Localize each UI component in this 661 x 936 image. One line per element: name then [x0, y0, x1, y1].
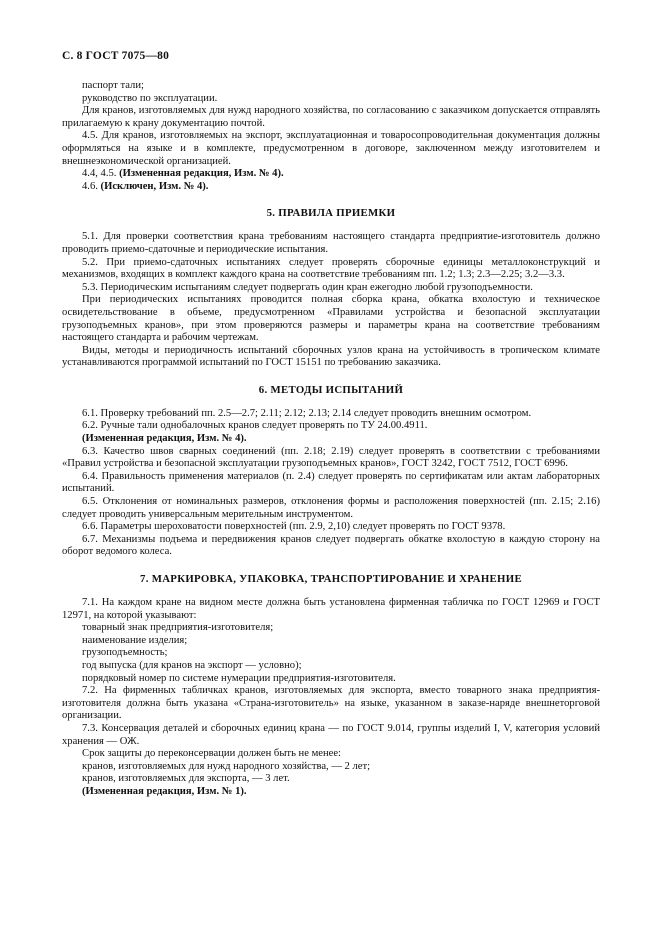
list-item: грузоподъемность; [82, 647, 168, 659]
clause-ref: 4.4, 4.5. [82, 168, 117, 180]
paragraph: Срок защиты до переконсервации должен быть не менее: [82, 748, 341, 760]
paragraph: 5.1. Для проверки соответствия крана требованиям настоящего стандарта предприятие-изготовитель должно проводить приемо-сдаточные и периодические испытания. [62, 231, 600, 255]
paragraph: 7.2. На фирменных табличках кранов, изготовляемых для экспорта, вместо товарного знака предприятия-изготовителя должна быть указана «Страна-изготовитель» на языке, указанном в заказе-наряде внешнеторговой организации. [62, 685, 600, 722]
section-5-title: 5. ПРАВИЛА ПРИЕМКИ [266, 207, 396, 220]
paragraph: 4.5. Для кранов, изготовляемых на экспорт, эксплуатационная и товаросопроводительная документация должны оформляться на языке и в комплекте, предусмотренном в договоре, заключенном между изготовителем и внешнеэкономической организацией. [62, 130, 600, 167]
list-item: порядковый номер по системе нумерации предприятия-изготовителя. [82, 672, 396, 684]
paragraph: 6.2. Ручные тали однобалочных кранов следует проверять по ТУ 24.00.4911. [82, 420, 428, 432]
paragraph: руководство по эксплуатации. [82, 92, 218, 104]
page-header: С. 8 ГОСТ 7075—80 [62, 50, 170, 62]
paragraph: 5.2. При приемо-сдаточных испытаниях следует проверять сборочные единицы металлоконструкций и механизмов, входящих в комплект каждого крана на соответствие требованиям пп. 1.2; 1.3; 2.3—2.25; 3.2—3.3. [62, 256, 600, 281]
paragraph: При периодических испытаниях проводится полная сборка крана, обкатка вхолостую и техническое освидетельствование в объеме, предусмотренном «Правилами устройства и безопасной эксплуатации грузоподъемных кранов», при этом проверяются размеры и параметры крана на соответствие требованиям настоящего стандарта и рабочим чертежам. [62, 294, 600, 344]
paragraph: 6.6. Параметры шероховатости поверхностей (пп. 2.9, 2,10) следует проверять по ГОСТ 9378. [82, 521, 506, 533]
paragraph: Для кранов, изготовляемых для нужд народного хозяйства, по согласованию с заказчиком допускается отправлять прилагаемую к крану документацию почтой. [62, 105, 600, 129]
paragraph: 6.7. Механизмы подъема и передвижения кранов следует подвергать обкатке вхолостую в каждую сторону на оборот ведомого колеса. [62, 533, 600, 558]
document-page [62, 50, 600, 799]
list-item: наименование изделия; [82, 634, 188, 646]
section-6-title: 6. МЕТОДЫ ИСПЫТАНИЙ [258, 383, 404, 396]
paragraph: 6.5. Отклонения от номинальных размеров, отклонения формы и расположения поверхностей (пп. 2.15; 2.16) следует проводить универсальным мерительным инструментом. [62, 496, 600, 520]
paragraph: 5.3. Периодическим испытаниям следует подвергать один кран ежегодно любой грузоподъемности. [82, 281, 533, 293]
amendment-text: (Исключен, Изм. № 4). [100, 180, 209, 192]
section-7-title: 7. МАРКИРОВКА, УПАКОВКА, ТРАНСПОРТИРОВАНИЕ И ХРАНЕНИЕ [140, 573, 522, 585]
paragraph: 6.1. Проверку требований пп. 2.5—2.7; 2.11; 2.12; 2.13; 2.14 следует проводить внешним осмотром. [82, 407, 532, 419]
amendment-note: (Измененная редакция, Изм. № 4). [82, 433, 247, 445]
paragraph: 7.3. Консервация деталей и сборочных единиц крана — по ГОСТ 9.014, группы изделий I, V, категория условий хранения — ОЖ. [62, 722, 600, 747]
paragraph: Виды, методы и периодичность испытаний сборочных узлов крана на устойчивость в тропическом климате устанавливаются программой испытаний по ГОСТ 15151 по требованию заказчика. [62, 344, 600, 369]
list-item: товарный знак предприятия-изготовителя; [82, 622, 274, 634]
list-item: год выпуска (для кранов на экспорт — условно); [82, 659, 302, 671]
paragraph: 6.4. Правильность применения материалов (п. 2.4) следует проверять по сертификатам или актам лабораторных испытаний. [62, 470, 600, 495]
paragraph: 6.3. Качество швов сварных соединений (пп. 2.18; 2.19) следует проверять в соответствии с требованиями «Правил устройства и безопасной эксплуатации грузоподъемных кранов», ГОСТ 3242, ГОСТ 7512, ГОСТ 6996. [62, 445, 600, 470]
amendment-note [62, 168, 600, 181]
clause-ref: 4.6. [82, 180, 98, 192]
paragraph: 7.1. На каждом кране на видном месте должна быть установлена фирменная табличка по ГОСТ 12969 и ГОСТ 12971, на которой указывают: [62, 597, 600, 621]
list-item: кранов, изготовляемых для экспорта, — 3 лет. [82, 773, 290, 785]
amendment-note [62, 181, 600, 194]
paragraph: паспорт тали; [82, 80, 144, 91]
amendment-text: (Измененная редакция, Изм. № 4). [119, 168, 284, 180]
list-item: кранов, изготовляемых для нужд народного хозяйства, — 2 лет; [82, 760, 371, 772]
amendment-note: (Измененная редакция, Изм. № 1). [82, 785, 247, 797]
